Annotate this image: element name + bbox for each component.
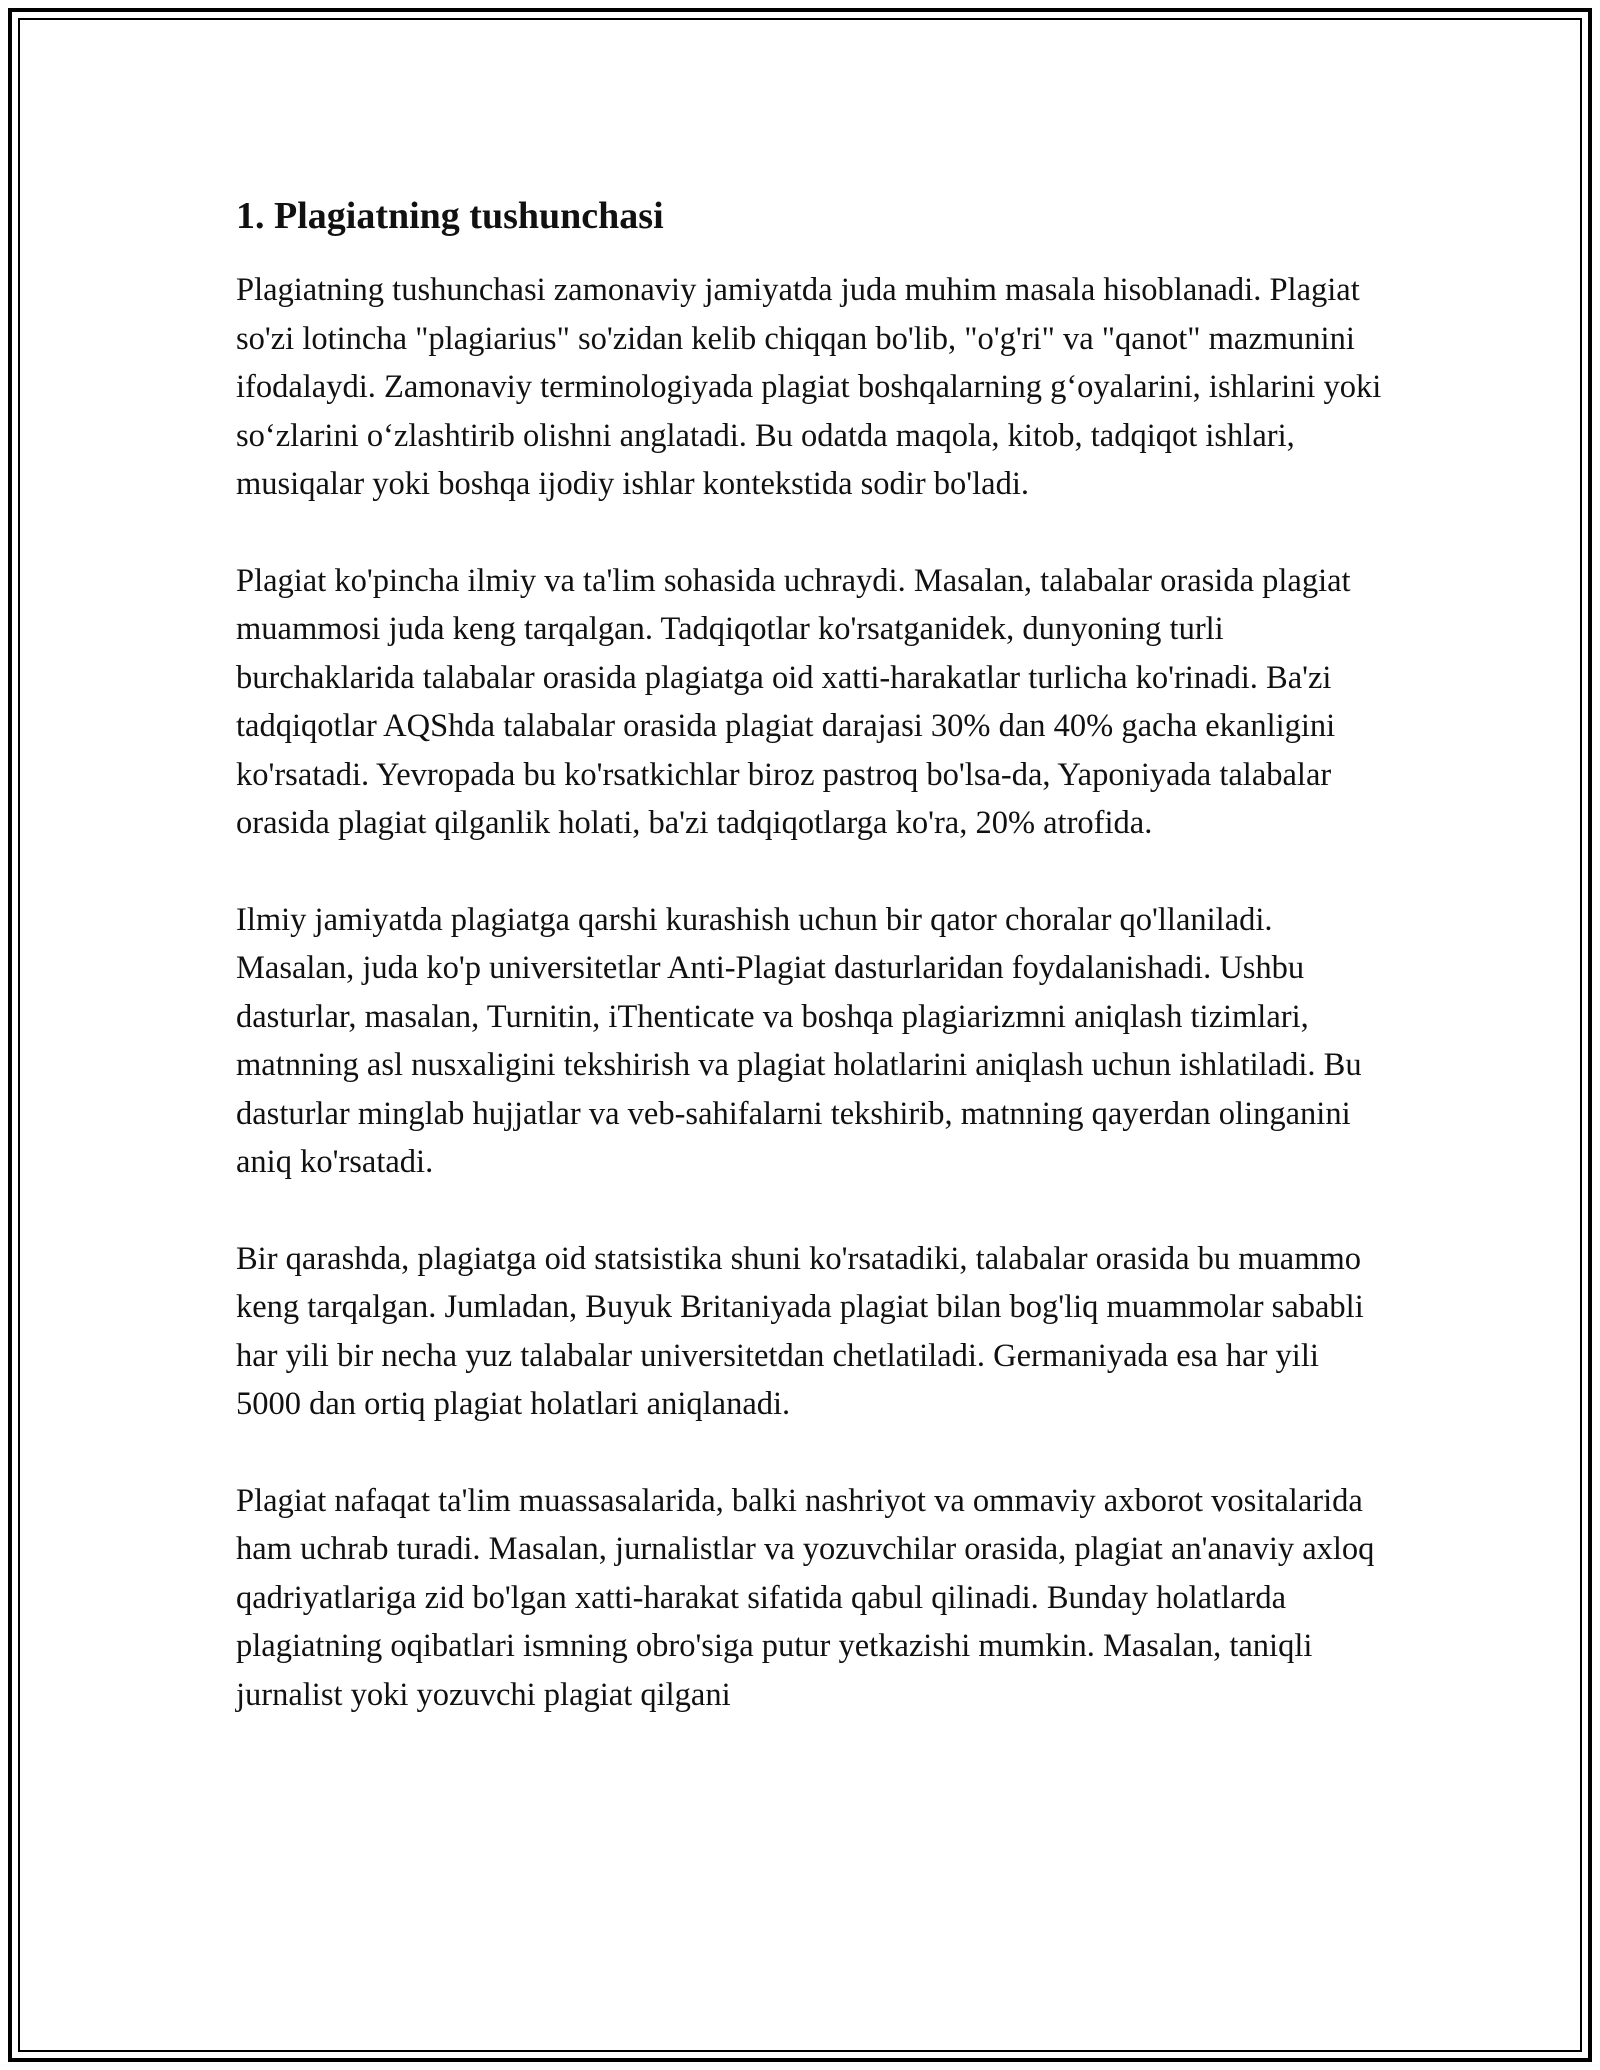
document-body xyxy=(236,188,1386,1767)
paragraph-2: Plagiat ko'pincha ilmiy va ta'lim sohasida uchraydi. Masalan, talabalar orasida plagiat muammosi juda keng tarqalgan. Tadqiqotlar ko'rsatganidek, dunyoning turli burchaklarida talabalar orasida plagiatga oid xatti-harakatlar turlicha ko'rinadi. Ba'zi tadqiqotlar AQShda talabalar orasida plagiat darajasi 30% dan 40% gacha ekanligini ko'rsatadi. Yevropada bu ko'rsatkichlar biroz pastroq bo'lsa-da, Yaponiyada talabalar orasida plagiat qilganlik holati, ba'zi tadqiqotlarga ko'ra, 20% atrofida. xyxy=(236,562,1351,841)
section-heading: 1. Plagiatning tushunchasi xyxy=(236,195,664,237)
paragraph-4: Bir qarashda, plagiatga oid statsistika shuni ko'rsatadiki, talabalar orasida bu muammo keng tarqalgan. Jumladan, Buyuk Britaniyada plagiat bilan bog'liq muammolar sababli har yili bir necha yuz talabalar universitetdan chetlatiladi. Germaniyada esa har yili 5000 dan ortiq plagiat holatlari aniqlanadi. xyxy=(236,1240,1364,1422)
paragraph-5: Plagiat nafaqat ta'lim muassasalarida, balki nashriyot va ommaviy axborot vositalarida ham uchrab turadi. Masalan, jurnalistlar va yozuvchilar orasida, plagiat an'anaviy axloq qadriyatlariga zid bo'lgan xatti-harakat sifatida qabul qilinadi. Bunday holatlarda plagiatning oqibatlari ismning obro'siga putur yetkazishi mumkin. Masalan, taniqli jurnalist yoki yozuvchi plagiat qilgani xyxy=(236,1482,1375,1713)
paragraph-3: Ilmiy jamiyatda plagiatga qarshi kurashish uchun bir qator choralar qo'llaniladi. Masalan, juda ko'p universitetlar Anti-Plagiat dasturlaridan foydalanishadi. Ushbu dasturlar, masalan, Turnitin, iThenticate va boshqa plagiarizmni aniqlash tizimlari, matnning asl nusxaligini tekshirish va plagiat holatlarini aniqlash uchun ishlatiladi. Bu dasturlar minglab hujjatlar va veb-sahifalarni tekshirib, matnning qayerdan olinganini aniq ko'rsatadi. xyxy=(236,901,1362,1180)
paragraph-1: Plagiatning tushunchasi zamonaviy jamiyatda juda muhim masala hisoblanadi. Plagiat so'zi lotincha "plagiarius" so'zidan kelib chiqqan bo'lib, "o'g'ri" va "qanot" mazmunini ifodalaydi. Zamonaviy terminologiyada plagiat boshqalarning g‘oyalarini, ishlarini yoki so‘zlarini o‘zlashtirib olishni anglatadi. Bu odatda maqola, kitob, tadqiqot ishlari, musiqalar yoki boshqa ijodiy ishlar kontekstida sodir bo'ladi. xyxy=(236,272,1382,502)
